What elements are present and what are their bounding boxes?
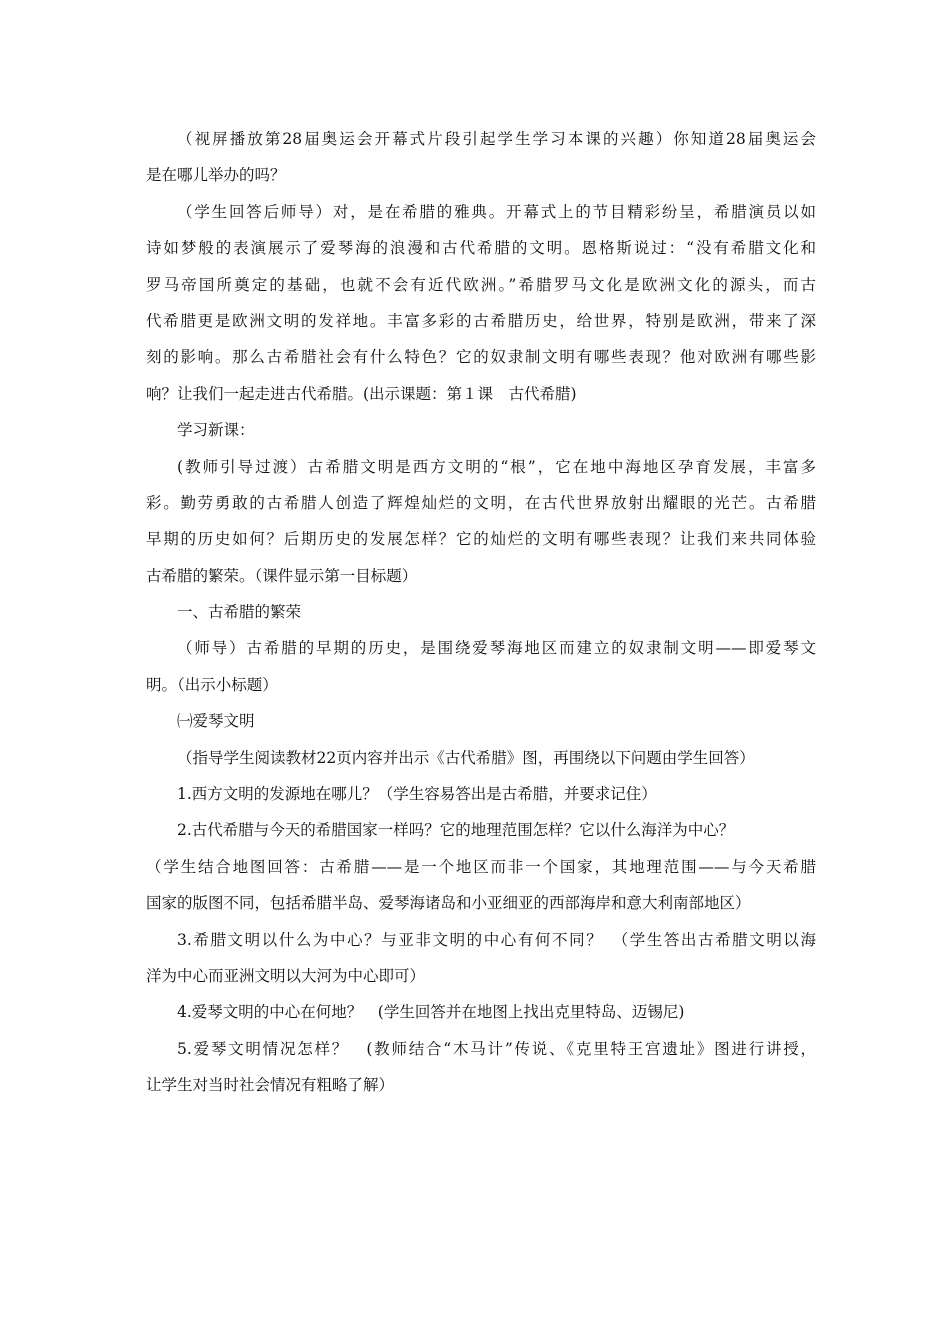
text-line-content: 学习新课： — [177, 421, 255, 440]
text-line-content: 3.希腊文明以什么为中心？与亚非文明的中心有何不同？ （学生答出古希腊文明以海 — [177, 930, 816, 949]
text-line-content: 1.西方文明的发源地在哪儿？（学生容易答出是古希腊，并要求记住） — [177, 785, 657, 804]
text-line-content: （指导学生阅读教材22页内容并出示《古代希腊》图，再围绕以下问题由学生回答） — [177, 748, 755, 767]
text-line-content: (教师引导过渡）古希腊文明是西方文明的“根”，它在地中海地区孕育发展，丰富多 — [177, 457, 816, 476]
text-line-content: 彩。勤劳勇敢的古希腊人创造了辉煌灿烂的文明，在古代世界放射出耀眼的光芒。古希腊 — [146, 493, 816, 512]
text-line — [146, 1067, 816, 1103]
text-line-content: （学生回答后师导）对，是在希腊的雅典。开幕式上的节目精彩纷呈，希腊演员以如 — [177, 202, 816, 221]
text-line — [146, 194, 816, 230]
text-line — [146, 667, 816, 703]
text-line-content: 古希腊的繁荣。（课件显示第一目标题） — [146, 566, 418, 585]
text-line-content: 罗马帝国所奠定的基础，也就不会有近代欧洲。”希腊罗马文化是欧洲文化的源头，而古 — [146, 275, 816, 294]
text-line-content: 一、古希腊的繁荣 — [177, 603, 302, 622]
text-line — [146, 376, 816, 412]
text-line — [146, 157, 816, 193]
text-line — [146, 1031, 816, 1067]
text-line — [146, 412, 816, 448]
text-line-content: 是在哪儿举办的吗？ — [146, 166, 286, 185]
text-line-content: 洋为中心而亚洲文明以大河为中心即可） — [146, 966, 426, 985]
text-line-content: 让学生对当时社会情况有粗略了解） — [146, 1076, 395, 1095]
text-line — [146, 994, 816, 1030]
text-line — [146, 958, 816, 994]
text-line — [146, 740, 816, 776]
text-line-content: 响？让我们一起走进古代希腊。(出示课题：第１课 古代希腊) — [146, 384, 577, 403]
text-line-content: （学生结合地图回答：古希腊——是一个地区而非一个国家，其地理范围——与今天希腊 — [146, 857, 816, 876]
text-line — [146, 449, 816, 485]
text-line — [146, 339, 816, 375]
text-line — [146, 303, 816, 339]
text-line-content: 5.爱琴文明情况怎样？ (教师结合“木马计”传说、《克里特王宫遗址》图进行讲授， — [177, 1039, 816, 1058]
text-line-content: 诗如梦般的表演展示了爱琴海的浪漫和古代希腊的文明。恩格斯说过：“没有希腊文化和 — [146, 239, 816, 258]
document-body — [146, 121, 816, 1104]
text-line — [146, 267, 816, 303]
text-line — [146, 485, 816, 521]
text-line — [146, 558, 816, 594]
text-line-content: （视屏播放第28届奥运会开幕式片段引起学生学习本课的兴趣）你知道28届奥运会 — [177, 130, 816, 148]
text-line-content: 国家的版图不同，包括希腊半岛、爱琴海诸岛和小亚细亚的西部海岸和意大利南部地区） — [146, 894, 751, 913]
text-line — [146, 594, 816, 630]
text-line — [146, 121, 816, 157]
text-line — [146, 230, 816, 266]
text-line — [146, 812, 816, 848]
text-line — [146, 849, 816, 885]
text-line-content: 早期的历史如何？后期历史的发展怎样？它的灿烂的文明有哪些表现？让我们来共同体验 — [146, 530, 816, 549]
text-line — [146, 521, 816, 557]
text-line-content: ㈠爱琴文明 — [177, 712, 255, 731]
text-line — [146, 885, 816, 921]
text-line-content: 4.爱琴文明的中心在何地？ (学生回答并在地图上找出克里特岛、迈锡尼) — [177, 1003, 685, 1022]
text-line-content: 代希腊更是欧洲文明的发祥地。丰富多彩的古希腊历史，给世界，特别是欧洲，带来了深 — [146, 311, 816, 330]
text-line — [146, 703, 816, 739]
text-line — [146, 776, 816, 812]
text-line — [146, 630, 816, 666]
text-line-content: 刻的影响。那么古希腊社会有什么特色？它的奴隶制文明有哪些表现？他对欧洲有哪些影 — [146, 348, 816, 367]
text-line-content: 明。（出示小标题） — [146, 675, 278, 694]
text-line-content: （师导）古希腊的早期的历史，是围绕爱琴海地区而建立的奴隶制文明——即爱琴文 — [177, 639, 816, 658]
text-line — [146, 922, 816, 958]
text-line-content: 2.古代希腊与今天的希腊国家一样吗？它的地理范围怎样？它以什么海洋为中心？ — [177, 821, 735, 840]
